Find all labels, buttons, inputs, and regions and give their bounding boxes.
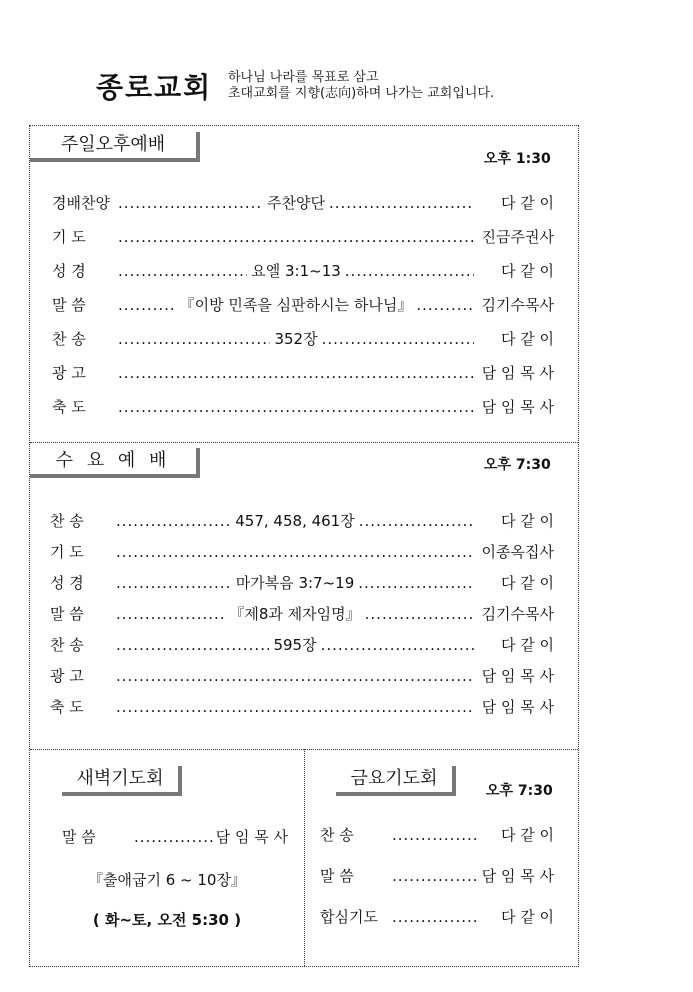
row-right: 진금주권사 bbox=[481, 228, 554, 246]
row-right: 담 임 목 사 bbox=[215, 828, 288, 846]
leader-dots bbox=[118, 194, 263, 212]
row-label: 광 고 bbox=[52, 364, 86, 382]
leader-dots bbox=[118, 262, 247, 280]
dawn-prayer-title: 새벽기도회 bbox=[62, 766, 182, 796]
program-row bbox=[52, 362, 554, 383]
section-divider bbox=[30, 442, 578, 443]
row-label: 찬 송 bbox=[52, 330, 86, 348]
row-label: 말 씀 bbox=[50, 605, 84, 623]
program-row bbox=[320, 824, 554, 845]
row-right: 다 같 이 bbox=[500, 574, 554, 592]
dawn-prayer-row bbox=[62, 826, 288, 847]
row-detail: 595장 bbox=[273, 636, 317, 654]
row-label: 찬 송 bbox=[320, 826, 354, 844]
program-row bbox=[50, 572, 554, 593]
program-row bbox=[52, 260, 554, 281]
row-right: 담 임 목 사 bbox=[481, 698, 554, 716]
row-detail: 마가복음 3:7~19 bbox=[235, 574, 355, 592]
leader-dots bbox=[116, 543, 474, 561]
leader-dots bbox=[365, 605, 474, 623]
row-label: 축 도 bbox=[50, 698, 84, 716]
leader-dots bbox=[118, 398, 474, 416]
row-right: 김기수목사 bbox=[481, 605, 555, 623]
row-detail: 『이방 민족을 심판하시는 하나님』 bbox=[179, 296, 413, 314]
program-row bbox=[50, 696, 554, 717]
row-label: 찬 송 bbox=[50, 512, 84, 530]
row-right: 다 같 이 bbox=[501, 262, 555, 280]
row-label: 말 씀 bbox=[52, 296, 86, 314]
row-right: 담 임 목 사 bbox=[481, 667, 554, 685]
leader-dots bbox=[116, 574, 232, 592]
row-detail: 주찬양단 bbox=[267, 194, 325, 212]
program-row bbox=[50, 665, 554, 686]
column-divider bbox=[304, 749, 305, 966]
row-right: 다 같 이 bbox=[500, 512, 554, 530]
program-row bbox=[52, 294, 554, 315]
leader-dots bbox=[392, 826, 476, 844]
program-row bbox=[320, 906, 554, 927]
leader-dots bbox=[134, 828, 214, 846]
row-label: 광 고 bbox=[50, 667, 84, 685]
leader-dots bbox=[329, 194, 474, 212]
church-slogan bbox=[228, 70, 494, 102]
row-right: 다 같 이 bbox=[500, 908, 554, 926]
row-right: 다 같 이 bbox=[500, 826, 554, 844]
wednesday-service-time: 오후 7:30 bbox=[484, 457, 551, 473]
dawn-scripture: 『출애굽기 6 ~ 10장』 bbox=[88, 871, 246, 889]
row-label: 말 씀 bbox=[320, 867, 354, 885]
church-name: 종로교회 bbox=[96, 71, 213, 104]
row-label: 축 도 bbox=[52, 398, 86, 416]
friday-prayer-title: 금요기도회 bbox=[336, 766, 456, 796]
row-detail: 352장 bbox=[274, 330, 318, 348]
leader-dots bbox=[116, 512, 231, 530]
leader-dots bbox=[116, 698, 474, 716]
program-row bbox=[50, 541, 554, 562]
leader-dots bbox=[118, 228, 474, 246]
leader-dots bbox=[392, 908, 476, 926]
program-row bbox=[50, 510, 554, 531]
slogan-line-2: 초대교회를 지향(志向)하며 나가는 교회입니다. bbox=[228, 86, 495, 101]
row-label: 찬 송 bbox=[50, 636, 84, 654]
leader-dots bbox=[358, 574, 474, 592]
row-right: 김기수목사 bbox=[481, 296, 554, 314]
leader-dots bbox=[321, 636, 474, 654]
row-right: 담 임 목 사 bbox=[481, 364, 554, 382]
row-label: 말 씀 bbox=[62, 828, 96, 846]
row-label: 합심기도 bbox=[320, 908, 378, 926]
program-row bbox=[52, 226, 554, 247]
leader-dots bbox=[116, 636, 269, 654]
program-row bbox=[50, 634, 554, 655]
leader-dots bbox=[118, 364, 474, 382]
leader-dots bbox=[416, 296, 474, 314]
leader-dots bbox=[118, 296, 176, 314]
program-row bbox=[320, 865, 554, 886]
program-row bbox=[52, 192, 554, 213]
leader-dots bbox=[392, 867, 476, 885]
program-row bbox=[50, 603, 554, 624]
row-label: 경배찬양 bbox=[52, 194, 110, 212]
leader-dots bbox=[116, 667, 474, 685]
leader-dots bbox=[118, 330, 270, 348]
row-detail: 457, 458, 461장 bbox=[235, 512, 355, 530]
row-right: 담 임 목 사 bbox=[481, 398, 554, 416]
row-right: 다 같 이 bbox=[500, 330, 554, 348]
dawn-schedule: ( 화~토, 오전 5:30 ) bbox=[92, 911, 242, 929]
row-label: 기 도 bbox=[50, 543, 84, 561]
row-detail: 요엘 3:1~13 bbox=[251, 262, 341, 280]
bulletin-frame bbox=[29, 125, 579, 967]
leader-dots bbox=[322, 330, 474, 348]
friday-prayer-time: 오후 7:30 bbox=[486, 783, 553, 799]
sunday-service-time: 오후 1:30 bbox=[484, 151, 551, 167]
row-right: 이종옥집사 bbox=[481, 543, 554, 561]
row-right: 다 같 이 bbox=[500, 636, 554, 654]
slogan-line-1: 하나님 나라를 목표로 삼고 bbox=[228, 70, 379, 85]
leader-dots bbox=[345, 262, 474, 280]
row-label: 성 경 bbox=[52, 262, 86, 280]
program-row bbox=[52, 328, 554, 349]
program-row bbox=[52, 396, 554, 417]
wednesday-service-title: 수 요 예 배 bbox=[30, 448, 200, 478]
sunday-service-title: 주일오후예배 bbox=[30, 132, 200, 162]
leader-dots bbox=[359, 512, 474, 530]
row-label: 기 도 bbox=[52, 228, 86, 246]
row-right: 다 같 이 bbox=[500, 194, 554, 212]
row-right: 담 임 목 사 bbox=[481, 867, 554, 885]
leader-dots bbox=[116, 605, 225, 623]
row-detail: 『제8과 제자임명』 bbox=[229, 605, 361, 623]
row-label: 성 경 bbox=[50, 574, 84, 592]
